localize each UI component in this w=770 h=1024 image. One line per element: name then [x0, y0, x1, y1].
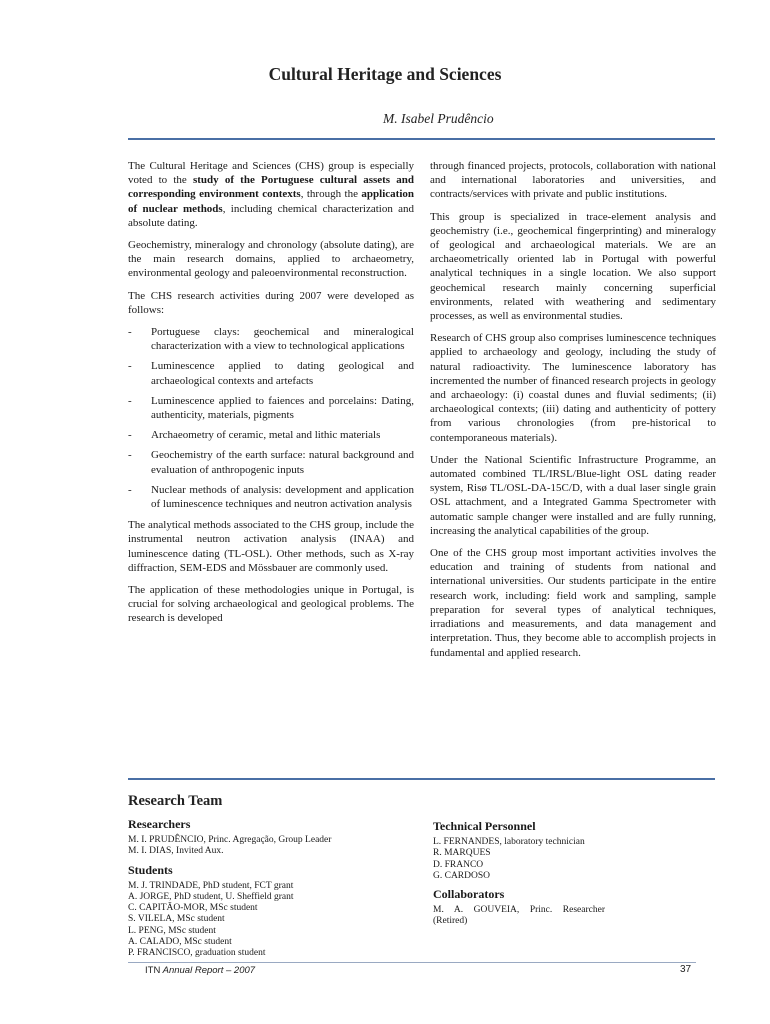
intro-paragraph	[128, 159, 414, 230]
list-item: M. I. DIAS, Invited Aux.	[128, 846, 224, 857]
list-item	[128, 428, 414, 442]
bullet-dash: -	[128, 449, 132, 462]
funding-paragraph: through financed projects, protocols, collaboration with national and international laboratories and universities, and contracts/services with private and public institutions.	[430, 160, 716, 201]
list-item: G. CARDOSO	[433, 870, 491, 881]
list-item: L. FERNANDES, laboratory technician	[433, 837, 585, 847]
list-item: A. CALADO, MSc student	[128, 937, 232, 948]
bullet-dash: -	[128, 394, 132, 407]
intro-text-1: The Cultural Heritage and Sciences (CHS) group is especially voted to the	[128, 160, 414, 187]
list-item	[128, 325, 414, 353]
list-item: C. CAPITÃO-MOR, MSc student	[128, 903, 258, 914]
list-item: L. PENG, MSc student	[128, 925, 216, 936]
page-number: 37	[680, 964, 692, 975]
list-item-text: Archaeometry of ceramic, metal and lithic materials	[151, 429, 381, 442]
list-item	[128, 448, 414, 476]
footer-report-name: Annual Report – 2007	[162, 965, 256, 976]
bullet-dash: -	[128, 483, 132, 496]
list-item-text: Geochemistry of the earth surface: natural background and evaluation of anthropogenic inputs	[151, 449, 414, 476]
left-column	[128, 159, 414, 634]
education-paragraph: One of the CHS group most important activities involves the education and training of students from national and international universities. Our students participate in the entire research work, including: field work and sampling, sample preparation for several types of analytical techniques, irradiations and measurements, and data management and interpretation. Thus, they become able to accomplish projects in fundamental and applied research.	[430, 547, 716, 659]
list-item: A. JORGE, PhD student, U. Sheffield grant	[128, 891, 294, 902]
intro-text-3: , including chemical characterization and absolute dating.	[128, 202, 414, 229]
luminescence-paragraph: Research of CHS group also comprises luminescence techniques applied to archaeology and geology, including the study of natural radioactivity. The luminescence laboratory has incremented the number of financed research projects in geology and archaeology: (i) coastal dunes and fluvial sediments; (ii) archaeological contexts; (iii) dating and authenticity of pottery from various chronologies (from pre-historical to contemporaneous materials).	[430, 332, 716, 444]
students-heading: Students	[128, 862, 173, 877]
footer-report-title	[145, 965, 255, 976]
title-divider	[128, 138, 715, 140]
technical-heading: Technical Personnel	[433, 819, 536, 833]
footer-org: ITN	[145, 965, 161, 976]
intro-bold-2: application of nuclear methods	[128, 188, 414, 215]
research-team-heading: Research Team	[128, 793, 223, 809]
bullet-dash: -	[128, 429, 132, 442]
list-item: M. A. GOUVEIA, Princ. Researcher (Retired)	[433, 905, 605, 927]
right-column	[430, 159, 716, 668]
page-title: Cultural Heritage and Sciences	[268, 64, 502, 84]
list-item	[128, 359, 414, 387]
author-name: M. Isabel Prudêncio	[383, 111, 494, 126]
researchers-heading: Researchers	[128, 817, 191, 831]
list-item	[128, 394, 414, 422]
list-item	[128, 483, 414, 511]
bullet-dash: -	[128, 326, 132, 339]
list-item: S. VILELA, MSc student	[128, 914, 225, 925]
application-paragraph: The application of these methodologies unique in Portugal, is crucial for solving archaeological and geological problems. The research is developed	[128, 584, 414, 625]
bullet-dash: -	[128, 360, 132, 373]
list-item: M. I. PRUDÊNCIO, Princ. Agregação, Group Leader	[128, 835, 332, 845]
collaborators-heading: Collaborators	[433, 887, 505, 902]
list-item: D. FRANCO	[433, 859, 484, 870]
domains-paragraph: Geochemistry, mineralogy and chronology (absolute dating), are the main research domains, applied to archaeometry, environmental geology and paleoenvironmental reconstruction.	[128, 239, 414, 280]
list-item-text: Nuclear methods of analysis: development and application of luminescence techniques and neutron activation analysis	[151, 483, 414, 511]
team-divider	[128, 778, 715, 780]
activities-intro: The CHS research activities during 2007 were developed as follows:	[128, 289, 414, 316]
list-item: P. FRANCISCO, graduation student	[128, 948, 266, 959]
intro-bold-1: study of the Portuguese cultural assets and corresponding environment contexts	[128, 174, 415, 201]
intro-text-2: , through the	[300, 188, 362, 201]
team-right-column	[433, 819, 605, 928]
team-left-column	[128, 817, 408, 960]
list-item-text: Luminescence applied to faiences and porcelains: Dating, authenticity, materials, pigments	[151, 394, 414, 422]
footer-divider	[128, 962, 696, 963]
methods-paragraph: The analytical methods associated to the CHS group, include the instrumental neutron activation analysis (INAA) and luminescence dating (TL-OSL). Other methods, such as X-ray diffraction, SEM-EDS and Mössbauer are commonly used.	[128, 519, 414, 574]
list-item: M. J. TRINDADE, PhD student, FCT grant	[128, 880, 294, 891]
list-item-text: Luminescence applied to dating geological and archaeological contexts and artefacts	[151, 360, 414, 387]
list-item-text: Portuguese clays: geochemical and mineralogical characterization with a view to technological applications	[151, 326, 414, 353]
list-item: R. MARQUES	[433, 848, 491, 859]
infrastructure-paragraph: Under the National Scientific Infrastructure Programme, an automated combined TL/IRSL/Blue-light OSL dating reader system, Risø TL/OSL-DA-15C/D, with a dual laser single grain OSL attachment, and a Integrated Gamma Spectrometer with automatic sample changer were installed and are fully running, increasing the analytical capabilities of the group.	[430, 453, 716, 537]
activities-list	[128, 325, 414, 511]
specialization-paragraph: This group is specialized in trace-element analysis and geochemistry (i.e., geochemical fingerprinting) and mineralogy of geological and archaeological materials. We are an archaeometrically oriented lab in Portugal with powerful analytical techniques in a single location. We also support geochemical research mainly concerning superficial environments, related with weathering and sedimentary processes, as well as environmental studies.	[430, 210, 716, 323]
